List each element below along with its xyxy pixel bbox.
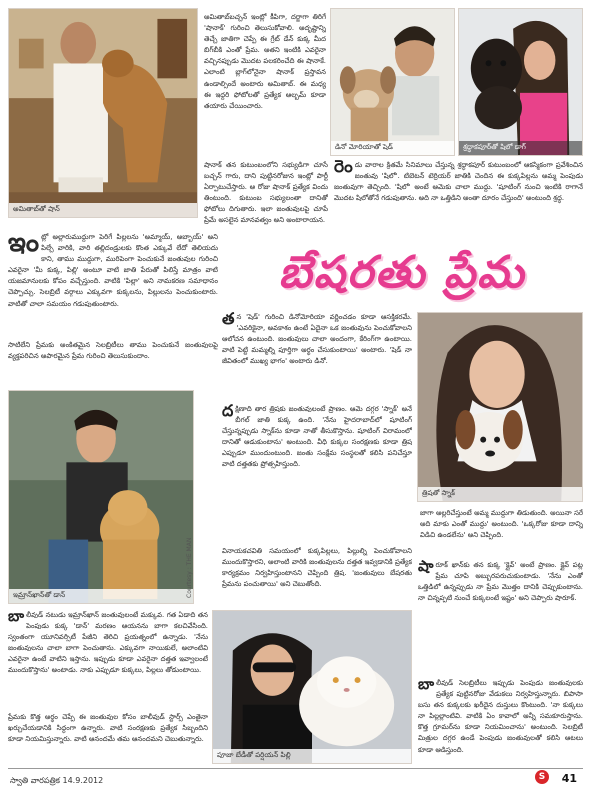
photo-caption: శ్రద్ధాకపూర్‌తో షిలో డాగ్ — [459, 141, 582, 155]
folio-logo-icon: S — [535, 770, 549, 784]
shraddha-dog-image — [459, 9, 582, 155]
article-trisha-text: క్షిణాది తార త్రిషకు జంతువులంటే ప్రాణం. ఆమె దగ్గర 'స్నాక్' అనే బీగల్ జాతి కుక్క ఉంది. 'నేను హైదరాబాద్‌లో షూటింగ్ చేస్తున్నప్పుడు స్నాక్‌ను కూడా నాతో తీసుకొస్తాను. షూటింగ్ విరామంలో దానితో ఆడుకుంటాను' అంటుంది. వీధి కుక్కల సంరక్షణకు కూడా త్రిష ఎప్పుడూ ముందుంటుంది. జంతు సంక్షేమ సంస్థలతో కలిసి పనిచేస్తూ వాటి దత్తతకు ప్రోత్సహిస్తుంది. — [222, 405, 412, 469]
photo-credit: Courtesy : THE MAN — [186, 537, 193, 598]
photo-shraddha-dog — [458, 8, 583, 156]
article-imran — [8, 610, 208, 708]
amitabh-dog-image — [9, 9, 197, 217]
dropcap: బా — [418, 678, 435, 693]
article-shraddha-text: డు వారాల క్రితమే సినిమాలు చేస్తున్న శ్రద్ధాకపూర్ కుటుంబంలో ఆకస్మికంగా ప్రవేశించిన జంతువు 'షిలో'. టిబెటన్ టెర్రియర్ జాతికి చెందిన ఈ కుక్కపిల్లను అమ్మ పెంపుడు జంతువుగా తెచ్చింది. 'షిలో' అంటే ఆమెకు చాలా ముద్దు. 'షూటింగ్ నుంచి ఇంటికి రాగానే మొదట షిలోతోనే గడుపుతాను. అది నా ఒత్తిడిని అంతా దూరం చేస్తుంది' అంటుంది శ్రద్ధ. — [334, 161, 583, 203]
dropcap: బా — [8, 610, 25, 625]
article-bollywood — [418, 678, 583, 764]
photo-dino-dog — [330, 8, 455, 156]
article-trisha-continued — [222, 546, 412, 608]
pooja-cat-image — [213, 611, 411, 763]
trisha-dog-image — [418, 313, 582, 501]
article-shahrukh-text: రూక్ ఖాన్‌కు తన కుక్క 'క్లైవ్' అంటే ప్రాణం. క్లైవ్ పట్ల ప్రేమ చూపి అబ్బురపరుచుకుంటాడు. 'నేను ఎంతో ఒత్తిడిలో ఉన్నప్పుడు నా ప్రేమ మొత్తం దానికి చెప్పుకుంటాను. నా చిన్నప్పటి నుంచే కుక్కలంటే ఇష్టం' అని చెప్పారు షారూక్. — [418, 561, 583, 603]
footer-rule — [8, 768, 583, 769]
photo-imran-dog — [8, 390, 194, 604]
article-amitabh-continued-text: షానాక్ తన కుటుంబంలోని సభ్యుడిగా చూసే బచ్చన్ గారు, దాని పుట్టినరోజున ఇంట్లో పార్టీ ఏర్పాటుచేస్తారు. ఆ రోజు షానాక్ ప్రత్యేక విందు తింటుంది. కుటుంబ సభ్యులంతా దానితో ఫోటోలు దిగుతారు. ఇలా జంతువులపై చూపే ప్రేమే అసలైన మానవత్వం అని అంటారాయన. — [204, 161, 328, 225]
article-trisha-continued-text: వినాయకచవితి సమయంలో కుక్కపిల్లలు, పిల్లుల్ని పెంచుకోవాలని ముందుకొస్తారని, అలాంటి వారికి జంతువులను దత్తత ఇవ్వడానికి ప్రత్యేక కార్యక్రమం నిర్వహిస్తుంటానని చెప్పింది త్రిష. 'జంతువులు బేషరతు ప్రేమను పంచుతాయి' అని చెబుతోంది. — [222, 547, 412, 589]
article-shahrukh — [418, 560, 583, 676]
photo-caption: ఇమ్రాన్‌ఖాన్‌తో డాన్ — [9, 589, 193, 603]
photo-caption: డినో మోరియాతో షెడ్ — [331, 141, 454, 155]
article-trisha — [222, 404, 412, 544]
photo-pooja-cat — [212, 610, 412, 764]
article-side-note — [420, 508, 583, 554]
article-shraddha — [334, 160, 583, 232]
article-imran-text: లీవుడ్ నటుడు ఇమ్రాన్‌ఖాన్ జంతువులంటే మక్కువ. గత ఏడాది తన పెంపుడు కుక్క 'డాన్' మరణం ఆయనను బాగా కలచివేసింది. స్వంతంగా యూనివర్సిటీ పేజీని తెరిచి ప్రయత్నంలో ఉన్నాడు. 'నేను జంతువులను చాలా బాగా పెంచుతాను. ఎక్కువగా నాయికులే, అలాంటివి ఎవరైనా ఉంటే వాటిని ఇస్తాను. ఇప్పుడు కూడా ఎవరైనా దత్తత ఇవ్వాలంటే ముందుకొస్తాను' అంటాడు. నాకు ఎప్పుడూ కుక్కలు, పిల్లలు తోడుంటాయి. — [8, 611, 208, 675]
article-side-note-text: జాగా అల్లరిచేస్తుంటే అమ్మ ముద్దుగా తిడుతుంది. అయినా సరే అది మాకు ఎంతో ముద్దు' అంటుంది. 'ఒక్కరోజు కూడా దాన్ని విడిచి ఉండలేను' అని చెప్పింది. — [420, 509, 583, 540]
dropcap: త — [222, 312, 235, 328]
article-bollywood-text: లీవుడ్ సెలబ్రిటీలు ఇప్పుడు పెంపుడు జంతువులకు ప్రత్యేక పుట్టినరోజు వేడుకలు నిర్వహిస్తున్నారు. బిపాసా బసు తన కుక్కలకు ఖరీదైన దుస్తులు కొంటుంది. 'నా కుక్కలు నా పిల్లల్లాంటివి. వాటికి ఏం కావాలో అన్నీ సమకూరుస్తాను. కొత్త గ్రూమర్‌ను కూడా నియమించాను' అంటుంది. సెలబ్రిటీ మిత్రుల దగ్గర ఉండే పెంపుడు జంతువులతో కలిసి ఆటలు కూడా ఆడిస్తుంది. — [418, 679, 583, 754]
imran-dog-image — [9, 391, 193, 603]
photo-caption: త్రిషతో స్నాక్ — [418, 487, 582, 501]
article-dino — [222, 312, 412, 398]
dropcap: రెం — [334, 160, 353, 177]
dropcap: షా — [418, 560, 434, 575]
article-amitabh-text: అమితాబ్‌బచ్చన్ ఇంట్లో కీపిగా, దర్జాగా తిరిగే 'షానాక్' గురించి తెలుసుకోవాలి. అదృష్టాన్ని తెచ్చే జాతిగా చెప్పే ఈ గ్రేట్ డేన్ కుక్క మీద బిగ్‌బీకి ఎంతో ప్రేమ. అతని ఇంటికి ఎవరైనా వచ్చినప్పుడు మొదట పలకరించేది ఈ షానాకే. ఎలాంటి బ్లాగ్‌లోనైనా షానాక్ ప్రస్తావన ఉండాల్సిందే అంటారు అమితాబ్. ఈ మధ్య ఈ ఇద్దరి ఫోటోలతో ప్రత్యేక ఆల్బమ్ కూడా తయారు చేయించారు. — [204, 13, 326, 110]
article-dino-text: న 'షెడ్' గురించి డినోమోరియా వర్ణించడం కూడా ఆసక్తికరమే. 'ఎవరికైనా, అవకాశం ఉంటే ఏదైనా ఒక జంతువును పెంచుకోవాలని ఆలోచన ఉంటుంది. జంతువులు చాలా అందంగా, కేరింగ్‌గా ఉంటాయి. వాటి పెట్టి మమ్మల్ని పూర్తిగా అర్థం చేసుకుంటాయి' అంటారు. 'షెడ్ నా జీవితంలో ముఖ్య భాగం' అంటారు డినో. — [222, 313, 412, 366]
article-celebrities — [8, 340, 218, 384]
article-imran-continued — [8, 712, 208, 764]
photo-amitabh-dog — [8, 8, 198, 218]
article-intro-text: ట్లో అల్లారుముద్దుగా పెరిగే పిల్లలను 'అమ్మాయ్, అబ్బాయ్' అని పిల్చే వారికి, వారి తల్లిదండ్రులకు కొంత ఎక్కువే లేదో తెలియదు కాని, తాము ముద్దుగా, మురిపెంగా పెంచుకునే జంతువుల గురించి ఎవరైనా 'మీ కుక్క, పిల్లి' అంటూ వాటి జాతి పేరుతో పిలిస్తే మాత్రం వాటి యజమానులకు కోపం వచ్చేస్తుంది. వాటికి 'పిల్లా' అని నామకరణ సమాధానం చెప్పొచ్చు. సెలబ్రిటీ వర్గాలు ఎక్కువగా కుక్కలను, పిల్లులను పెంచుకుంటారు. వాటితో చాలా సమయం గడుపుతుంటారు. — [8, 233, 218, 308]
page-number: 41 — [561, 772, 577, 785]
article-amitabh-continued — [204, 160, 328, 234]
article-celebrities-text: సాటిలేని ప్రేమకు అంకితమైన సెలబ్రిటీలు తాము పెంచుకునే జంతువులపై వ్యక్తపరిచిన అపారమైన ప్రేమ గురించి తెలుసుకుందాం. — [8, 341, 218, 361]
dropcap: ఇం — [8, 232, 40, 258]
photo-trisha-dog — [417, 312, 583, 502]
photo-caption: పూజా బేడీ‌తో పర్షియన్ పిల్లి — [213, 749, 411, 763]
headline: బేషరతు ప్రేమ — [278, 247, 526, 298]
article-imran-continued-text: ప్రేమకు కొత్త అర్థం చెప్పే ఈ జంతువుల కోసం బాలీవుడ్ స్టార్స్ ఎంతైనా ఖర్చుచేయడానికి సిద్ధంగా ఉన్నారు. వాటి సంరక్షణకు ప్రత్యేక సిబ్బందిని కూడా నియమిస్తున్నారు. వాటి ఆనందమే తమ ఆనందమని చెబుతున్నారు. — [8, 713, 208, 744]
photo-caption: అమితాబ్‌తో షాన్ — [9, 203, 197, 217]
article-intro — [8, 232, 218, 336]
footer-publication: స్వాతి వారపత్రిక 14.9.2012 — [10, 776, 104, 785]
dropcap: ద — [222, 404, 234, 420]
dino-dog-image — [331, 9, 454, 155]
